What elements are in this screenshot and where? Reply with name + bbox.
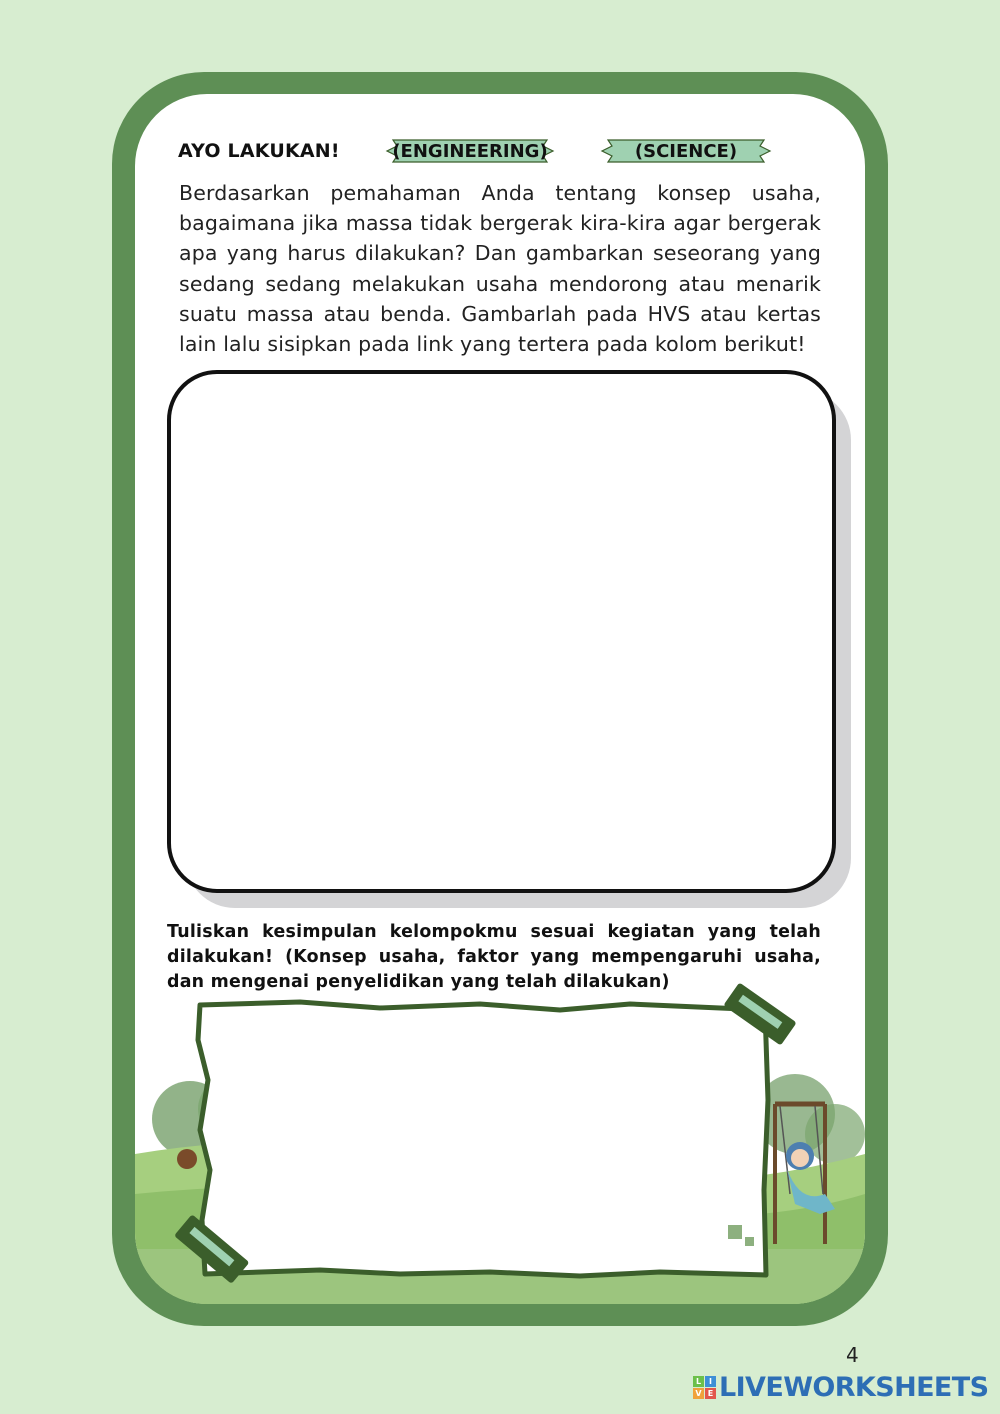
conclusion-answer-field[interactable] — [215, 1022, 755, 1262]
page-number: 4 — [846, 1343, 859, 1367]
liveworksheets-brand — [693, 1372, 988, 1403]
liveworksheets-logo-icon: L I V E — [693, 1376, 716, 1399]
science-tag — [600, 138, 772, 164]
section-heading: AYO LAKUKAN! — [178, 140, 340, 162]
drawing-upload-area[interactable] — [167, 370, 836, 893]
instruction-text: Berdasarkan pemahaman Anda tentang konsep usaha, bagaimana jika massa tidak bergerak kira-kira agar bergerak apa yang harus dilakukan? Dan gambarkan seseorang yang sedang sedang melakukan usaha mendorong atau menarik suatu massa atau benda. Gambarlah pada HVS atau kertas lain lalu sisipkan pada link yang tertera pada kolom berikut! — [179, 181, 821, 357]
engineering-tag-label: (ENGINEERING) — [392, 140, 548, 162]
conclusion-prompt: Tuliskan kesimpulan kelompokmu sesuai kegiatan yang telah dilakukan! (Konsep usaha, faktor yang mempengaruhi usaha, dan mengenai penyelidikan yang telah dilakukan) — [167, 922, 821, 992]
engineering-tag — [385, 138, 555, 164]
science-tag-label: (SCIENCE) — [634, 140, 738, 162]
brand-name: LIVEWORKSHEETS — [719, 1372, 989, 1403]
